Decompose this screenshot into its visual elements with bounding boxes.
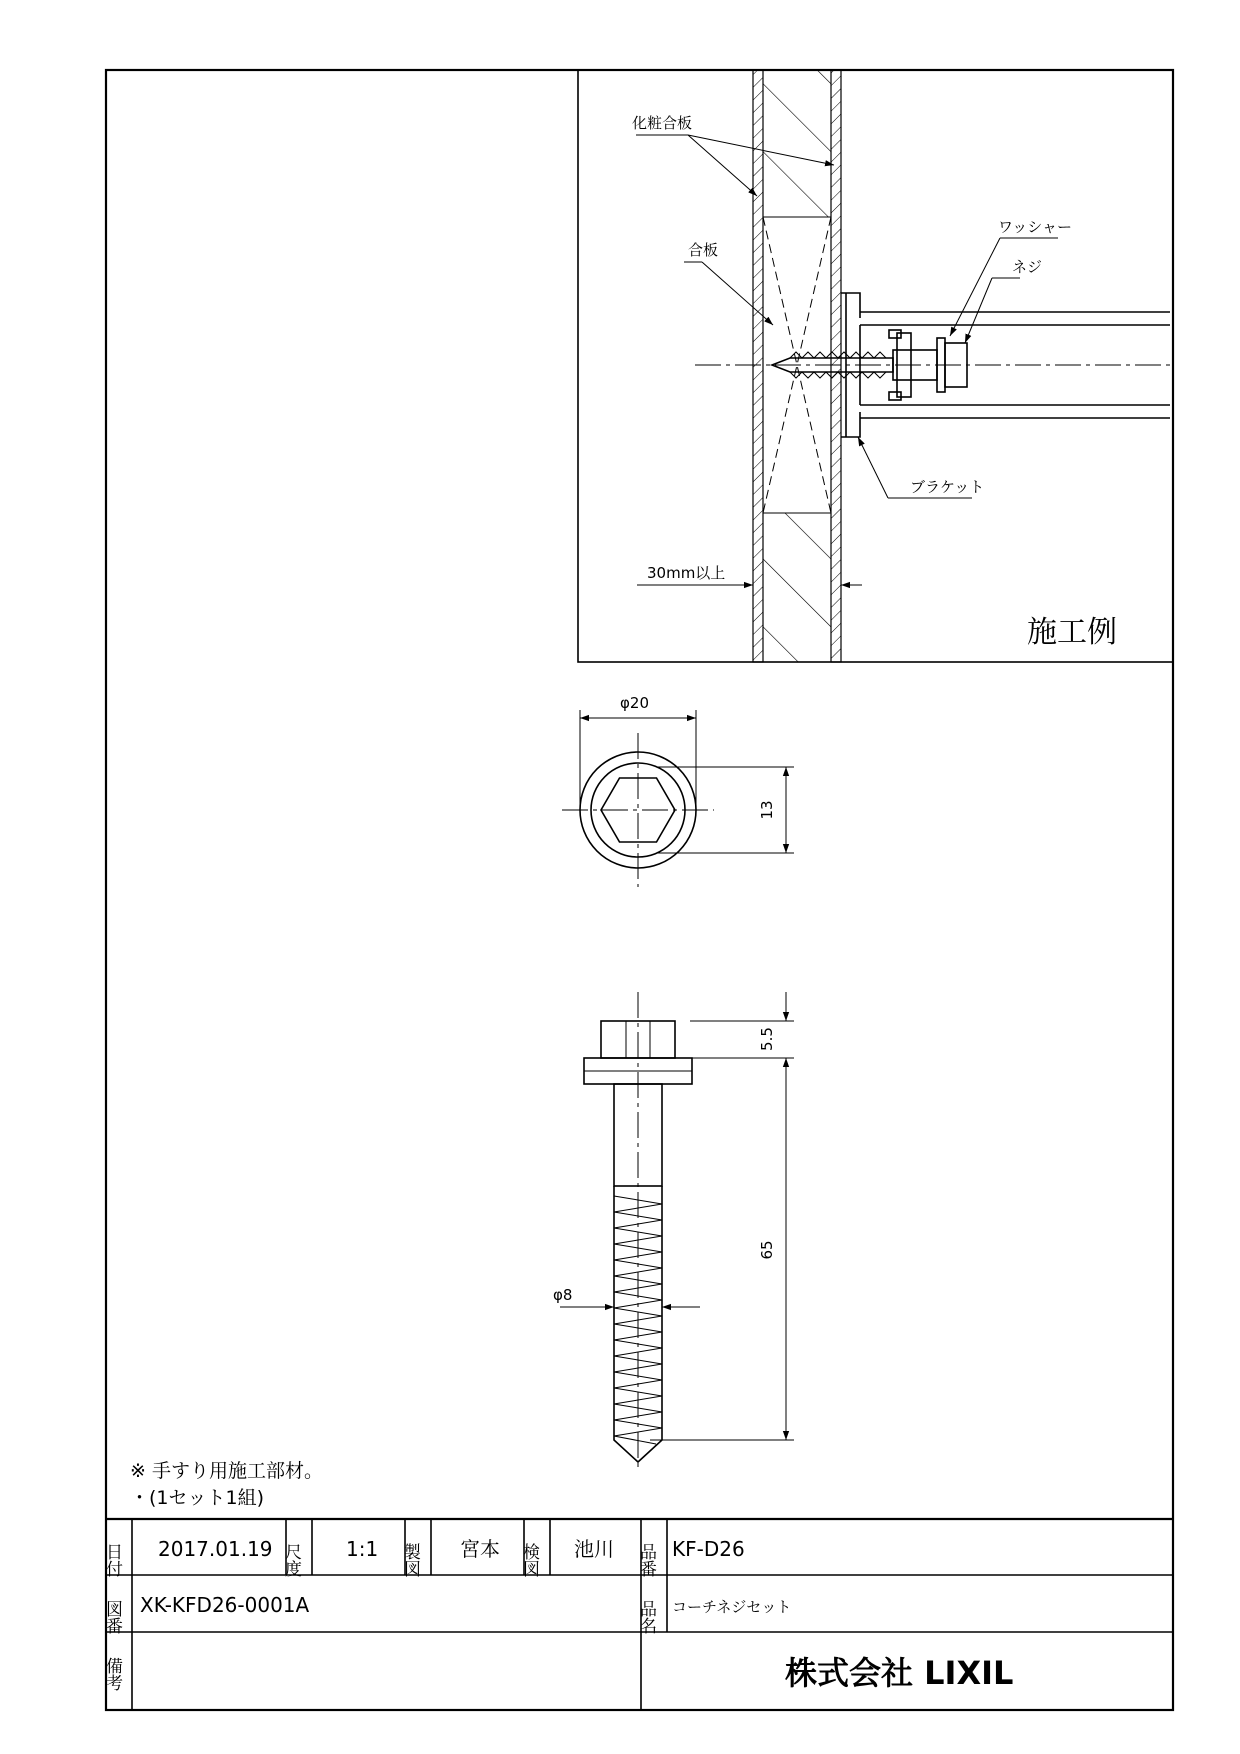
label-screw: ネジ (1012, 258, 1043, 276)
label-bracket: ブラケット (910, 478, 985, 496)
note-line-1: ※ 手すり用施工部材。 (130, 1460, 323, 1482)
label-thickness: 30mm以上 (647, 564, 726, 582)
date-value: 2017.01.19 (158, 1537, 273, 1561)
hex-size-label: 13 (758, 800, 776, 820)
length-label: 65 (758, 1240, 776, 1260)
remarks-header: 備考 (102, 1657, 122, 1691)
label-plywood: 合板 (688, 241, 719, 259)
drawn-header: 製図 (400, 1543, 420, 1577)
date-header: 日付 (102, 1543, 122, 1577)
drawn-value: 宮本 (460, 1537, 500, 1561)
checked-header: 検図 (519, 1543, 539, 1577)
checked-value: 池川 (574, 1537, 614, 1561)
section-view (578, 70, 1173, 662)
part-name-header: 品名 (636, 1600, 656, 1634)
head-height-label: 5.5 (758, 1027, 776, 1051)
part-name-value: コーチネジセット (672, 1598, 792, 1616)
scale-header: 尺度 (281, 1543, 301, 1577)
part-no-value: KF-D26 (672, 1537, 745, 1561)
drawing-no-value: XK-KFD26-0001A (140, 1593, 310, 1617)
diameter-label: φ20 (620, 694, 649, 712)
title-block (102, 1519, 1173, 1710)
note-line-2: ・(1セット1組) (130, 1487, 265, 1509)
scale-value: 1:1 (346, 1537, 379, 1561)
company-logo: 株式会社 LIXIL (785, 1654, 1014, 1692)
top-view (562, 694, 794, 887)
side-view (553, 992, 794, 1470)
shank-diameter-label: φ8 (553, 1286, 573, 1304)
label-washer: ワッシャー (998, 218, 1072, 236)
label-decorative-plywood: 化粧合板 (632, 114, 693, 132)
drawing-no-header: 図番 (102, 1600, 122, 1634)
section-view-title: 施工例 (1027, 615, 1117, 650)
part-no-header: 品番 (636, 1543, 656, 1577)
